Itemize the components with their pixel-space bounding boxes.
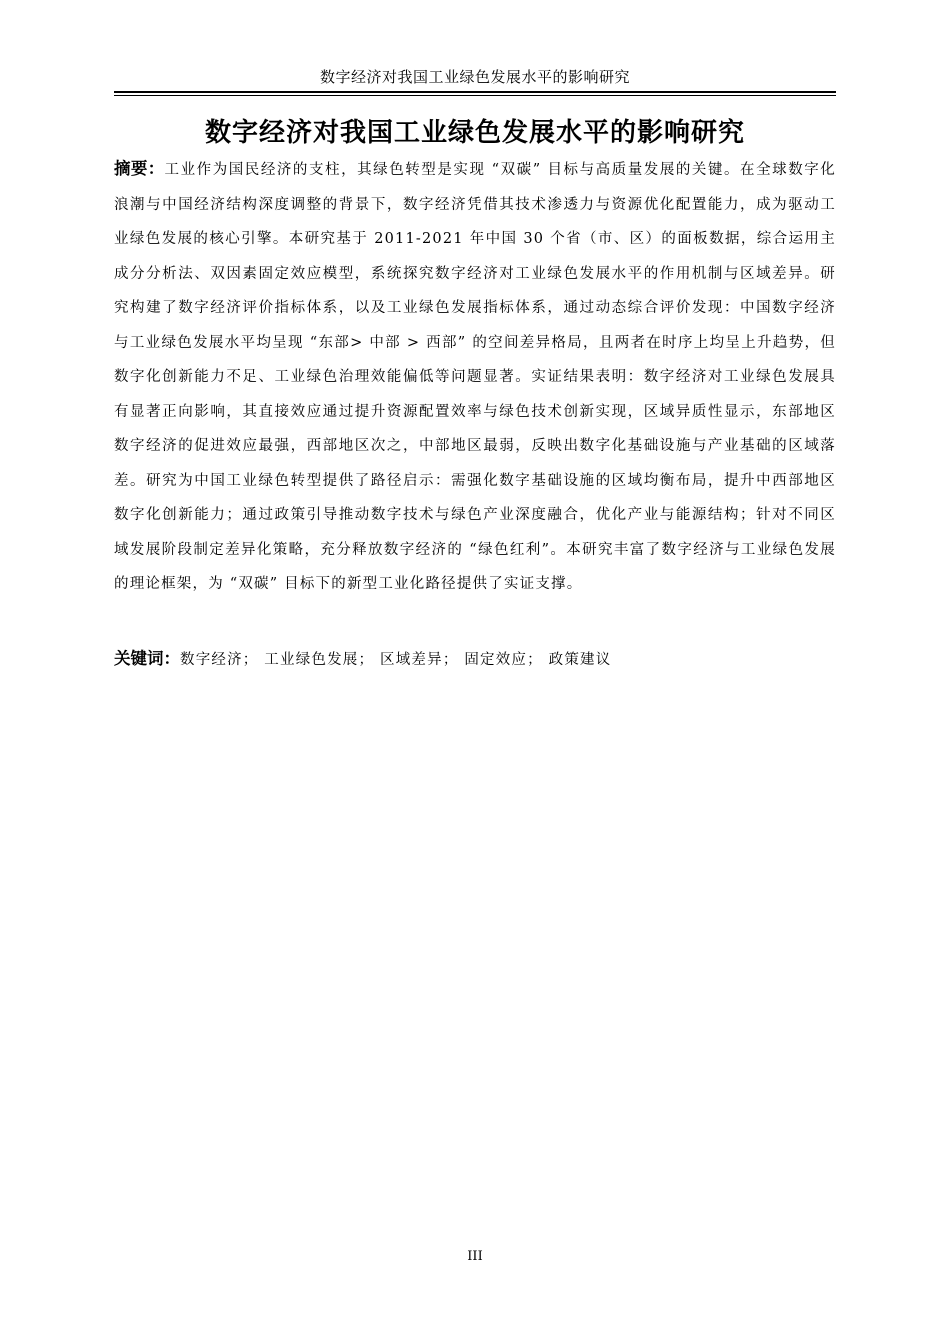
keywords-text: 数字经济； 工业绿色发展； 区域差异； 固定效应； 政策建议 xyxy=(180,652,612,668)
keywords-line xyxy=(114,642,836,677)
running-header: 数字经济对我国工业绿色发展水平的影响研究 xyxy=(319,68,630,86)
header-rule xyxy=(114,91,836,93)
abstract-text: 工业作为国民经济的支柱，其绿色转型是实现 “双碳” 目标与高质量发展的关键。在全球数字化浪潮与中国经济结构深度调整的背景下，数字经济凭借其技术渗透力与资源优化配置能力，成为驱动工业绿色发展的核心引擎。本研究基于 2011-2021 年中国 30 个省（市、区）的面板数据，综合运用主成分分析法、双因素固定效应模型，系统探究数字经济对工业绿色发展水平的作用机制与区域差异。研究构建了数字经济评价指标体系，以及工业绿色发展指标体系，通过动态综合评价发现：中国数字经济与工业绿色发展水平均呈现 “东部> 中部 > 西部” 的空间差异格局，且两者在时序上均呈上升趋势，但数字化创新能力不足、工业绿色治理效能偏低等问题显著。实证结果表明：数字经济对工业绿色发展具有显著正向影响，其直接效应通过提升资源配置效率与绿色技术创新实现，区域异质性显示，东部地区数字经济的促进效应最强，西部地区次之，中部地区最弱，反映出数字化基础设施与产业基础的区域落差。研究为中国工业绿色转型提供了路径启示：需强化数字基础设施的区域均衡布局，提升中西部地区数字化创新能力；通过政策引导推动数字技术与绿色产业深度融合，优化产业与能源结构；针对不同区域发展阶段制定差异化策略，充分释放数字经济的 “绿色红利”。本研究丰富了数字经济与工业绿色发展的理论框架，为 “双碳” 目标下的新型工业化路径提供了实证支撑。 xyxy=(114,162,836,592)
abstract-label: 摘要： xyxy=(114,159,165,178)
abstract-paragraph xyxy=(114,152,836,602)
header-rule-thin xyxy=(114,95,836,96)
paper-title: 数字经济对我国工业绿色发展水平的影响研究 xyxy=(204,118,745,148)
page-number: III xyxy=(467,1249,483,1264)
keywords-label: 关键词： xyxy=(114,649,180,668)
